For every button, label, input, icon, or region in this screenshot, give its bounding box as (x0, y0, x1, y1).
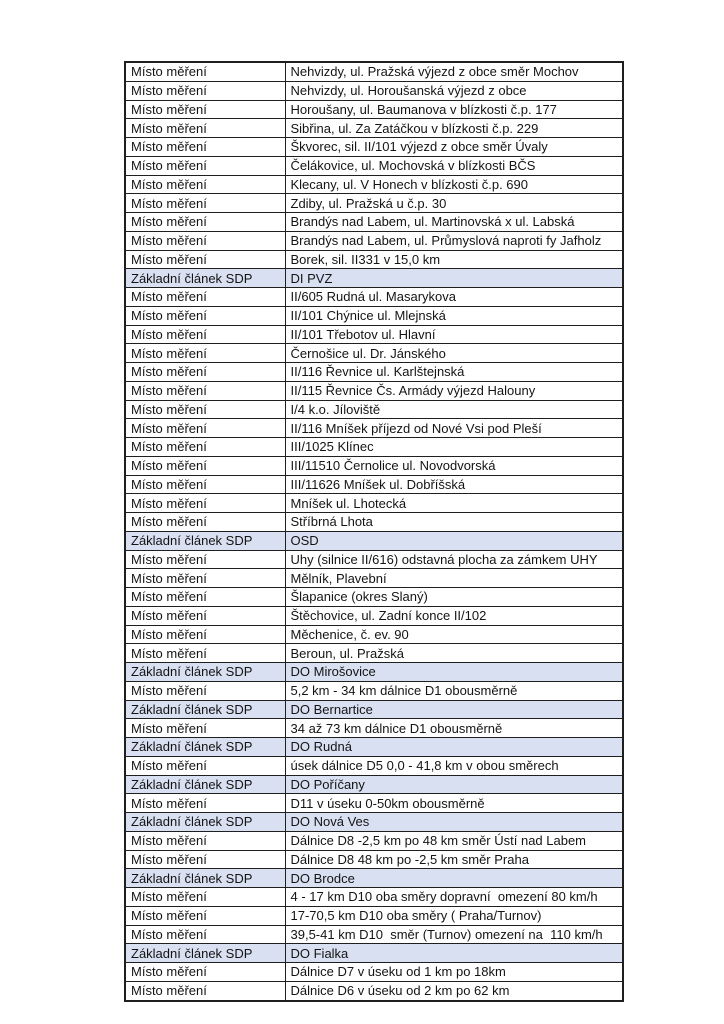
row-value-cell: II/115 Řevnice Čs. Armády výjezd Halouny (285, 381, 623, 400)
sdp-section-row (125, 869, 623, 888)
row-value-cell: Beroun, ul. Pražská (285, 644, 623, 663)
row-value-cell: II/101 Třebotov ul. Hlavní (285, 325, 623, 344)
row-label-cell: Základní článek SDP (125, 944, 285, 963)
measurement-row (125, 981, 623, 1000)
row-value-cell: Borek, sil. II331 v 15,0 km (285, 250, 623, 269)
measurement-row (125, 756, 623, 775)
row-label-cell: Místo měření (125, 906, 285, 925)
measurement-row (125, 550, 623, 569)
row-value-cell: Dálnice D8 -2,5 km po 48 km směr Ústí nad Labem (285, 831, 623, 850)
row-label-cell: Místo měření (125, 681, 285, 700)
measurement-row (125, 156, 623, 175)
row-value-cell: DO Fialka (285, 944, 623, 963)
row-value-cell: Dálnice D8 48 km po -2,5 km směr Praha (285, 850, 623, 869)
row-value-cell: DO Bernartice (285, 700, 623, 719)
measurement-row (125, 138, 623, 157)
measurement-row (125, 888, 623, 907)
row-label-cell: Místo měření (125, 981, 285, 1000)
row-value-cell: Dálnice D7 v úseku od 1 km po 18km (285, 963, 623, 982)
row-value-cell: Štěchovice, ul. Zadní konce II/102 (285, 606, 623, 625)
measurement-row (125, 719, 623, 738)
row-value-cell: úsek dálnice D5 0,0 - 41,8 km v obou směrech (285, 756, 623, 775)
row-label-cell: Místo měření (125, 288, 285, 307)
measurement-row (125, 306, 623, 325)
measurement-row (125, 119, 623, 138)
measurement-row (125, 62, 623, 81)
measurement-row (125, 831, 623, 850)
row-value-cell: Brandýs nad Labem, ul. Průmyslová naproti fy Jafholz (285, 231, 623, 250)
row-label-cell: Místo měření (125, 119, 285, 138)
row-label-cell: Místo měření (125, 606, 285, 625)
row-label-cell: Místo měření (125, 625, 285, 644)
row-label-cell: Místo měření (125, 344, 285, 363)
measurement-row (125, 213, 623, 232)
row-value-cell: Nehvizdy, ul. Horoušanská výjezd z obce (285, 81, 623, 100)
row-label-cell: Základní článek SDP (125, 775, 285, 794)
measurement-row (125, 250, 623, 269)
row-label-cell: Místo měření (125, 363, 285, 382)
measurement-row (125, 681, 623, 700)
row-value-cell: Mníšek ul. Lhotecká (285, 494, 623, 513)
row-value-cell: Čelákovice, ul. Mochovská v blízkosti BČS (285, 156, 623, 175)
measurement-row (125, 363, 623, 382)
sdp-section-row (125, 775, 623, 794)
row-label-cell: Místo měření (125, 569, 285, 588)
row-value-cell: Klecany, ul. V Honech v blízkosti č.p. 690 (285, 175, 623, 194)
row-label-cell: Místo měření (125, 250, 285, 269)
measurement-row (125, 625, 623, 644)
row-label-cell: Základní článek SDP (125, 663, 285, 682)
row-label-cell: Místo měření (125, 81, 285, 100)
measurement-row (125, 288, 623, 307)
row-label-cell: Místo měření (125, 888, 285, 907)
sdp-section-row (125, 813, 623, 832)
row-label-cell: Místo měření (125, 175, 285, 194)
row-label-cell: Základní článek SDP (125, 813, 285, 832)
row-value-cell: II/116 Řevnice ul. Karlštejnská (285, 363, 623, 382)
sdp-section-row (125, 663, 623, 682)
measurement-row (125, 963, 623, 982)
row-label-cell: Místo měření (125, 156, 285, 175)
measurement-row (125, 644, 623, 663)
measurement-row (125, 231, 623, 250)
row-label-cell: Místo měření (125, 588, 285, 607)
measurement-row (125, 81, 623, 100)
measurement-row (125, 175, 623, 194)
row-label-cell: Místo měření (125, 850, 285, 869)
measurement-row (125, 419, 623, 438)
row-value-cell: Sibřina, ul. Za Zatáčkou v blízkosti č.p. 229 (285, 119, 623, 138)
measurement-row (125, 588, 623, 607)
row-label-cell: Místo měření (125, 100, 285, 119)
row-value-cell: III/1025 Klínec (285, 438, 623, 457)
row-label-cell: Místo měření (125, 831, 285, 850)
row-label-cell: Místo měření (125, 438, 285, 457)
row-value-cell: 39,5-41 km D10 směr (Turnov) omezení na 110 km/h (285, 925, 623, 944)
row-value-cell: Nehvizdy, ul. Pražská výjezd z obce směr Mochov (285, 62, 623, 81)
row-value-cell: Horoušany, ul. Baumanova v blízkosti č.p. 177 (285, 100, 623, 119)
measurement-row (125, 400, 623, 419)
measurement-row (125, 925, 623, 944)
measurement-row (125, 906, 623, 925)
measurement-row (125, 344, 623, 363)
row-value-cell: 17-70,5 km D10 oba směry ( Praha/Turnov) (285, 906, 623, 925)
row-value-cell: DO Rudná (285, 738, 623, 757)
row-label-cell: Místo měření (125, 138, 285, 157)
row-label-cell: Místo měření (125, 925, 285, 944)
row-value-cell: Uhy (silnice II/616) odstavná plocha za zámkem UHY (285, 550, 623, 569)
row-label-cell: Místo měření (125, 325, 285, 344)
measurement-row (125, 794, 623, 813)
row-value-cell: 34 až 73 km dálnice D1 obousměrně (285, 719, 623, 738)
row-value-cell: Šlapanice (okres Slaný) (285, 588, 623, 607)
row-label-cell: Místo měření (125, 513, 285, 532)
row-value-cell: Černošice ul. Dr. Jánského (285, 344, 623, 363)
row-label-cell: Místo měření (125, 419, 285, 438)
row-value-cell: III/11510 Černolice ul. Novodvorská (285, 456, 623, 475)
row-value-cell: DI PVZ (285, 269, 623, 288)
measurement-locations-table (124, 61, 624, 1002)
row-label-cell: Základní článek SDP (125, 700, 285, 719)
row-value-cell: OSD (285, 531, 623, 550)
row-label-cell: Základní článek SDP (125, 869, 285, 888)
row-label-cell: Místo měření (125, 456, 285, 475)
measurement-row (125, 438, 623, 457)
row-label-cell: Místo měření (125, 550, 285, 569)
measurement-row (125, 569, 623, 588)
sdp-section-row (125, 738, 623, 757)
row-label-cell: Místo měření (125, 381, 285, 400)
row-value-cell: Zdiby, ul. Pražská u č.p. 30 (285, 194, 623, 213)
row-value-cell: III/11626 Mníšek ul. Dobříšská (285, 475, 623, 494)
row-label-cell: Místo měření (125, 494, 285, 513)
measurement-row (125, 494, 623, 513)
measurement-row (125, 100, 623, 119)
sdp-section-row (125, 531, 623, 550)
row-value-cell: DO Brodce (285, 869, 623, 888)
measurement-row (125, 456, 623, 475)
measurement-row (125, 513, 623, 532)
row-label-cell: Místo měření (125, 62, 285, 81)
row-value-cell: Brandýs nad Labem, ul. Martinovská x ul. Labská (285, 213, 623, 232)
row-label-cell: Místo měření (125, 963, 285, 982)
row-label-cell: Místo měření (125, 794, 285, 813)
row-value-cell: Škvorec, sil. II/101 výjezd z obce směr Úvaly (285, 138, 623, 157)
row-value-cell: I/4 k.o. Jíloviště (285, 400, 623, 419)
row-value-cell: DO Mirošovice (285, 663, 623, 682)
row-label-cell: Místo měření (125, 719, 285, 738)
row-label-cell: Místo měření (125, 213, 285, 232)
table-body (125, 62, 623, 1001)
measurement-row (125, 325, 623, 344)
row-value-cell: Dálnice D6 v úseku od 2 km po 62 km (285, 981, 623, 1000)
row-label-cell: Místo měření (125, 644, 285, 663)
row-value-cell: DO Poříčany (285, 775, 623, 794)
measurement-row (125, 194, 623, 213)
row-label-cell: Základní článek SDP (125, 531, 285, 550)
row-value-cell: D11 v úseku 0-50km obousměrně (285, 794, 623, 813)
row-label-cell: Místo měření (125, 400, 285, 419)
row-value-cell: Stříbrná Lhota (285, 513, 623, 532)
row-value-cell: DO Nová Ves (285, 813, 623, 832)
row-label-cell: Místo měření (125, 306, 285, 325)
row-value-cell: II/605 Rudná ul. Masarykova (285, 288, 623, 307)
row-value-cell: 5,2 km - 34 km dálnice D1 obousměrně (285, 681, 623, 700)
sdp-section-row (125, 700, 623, 719)
row-label-cell: Základní článek SDP (125, 738, 285, 757)
measurement-row (125, 475, 623, 494)
row-label-cell: Místo měření (125, 194, 285, 213)
measurement-row (125, 606, 623, 625)
row-label-cell: Místo měření (125, 475, 285, 494)
row-label-cell: Základní článek SDP (125, 269, 285, 288)
row-value-cell: Mělník, Plavební (285, 569, 623, 588)
row-value-cell: II/101 Chýnice ul. Mlejnská (285, 306, 623, 325)
sdp-section-row (125, 944, 623, 963)
measurement-row (125, 850, 623, 869)
row-value-cell: Měchenice, č. ev. 90 (285, 625, 623, 644)
row-value-cell: II/116 Mníšek příjezd od Nové Vsi pod Pleší (285, 419, 623, 438)
row-label-cell: Místo měření (125, 756, 285, 775)
measurement-row (125, 381, 623, 400)
row-label-cell: Místo měření (125, 231, 285, 250)
row-value-cell: 4 - 17 km D10 oba směry dopravní omezení 80 km/h (285, 888, 623, 907)
sdp-section-row (125, 269, 623, 288)
